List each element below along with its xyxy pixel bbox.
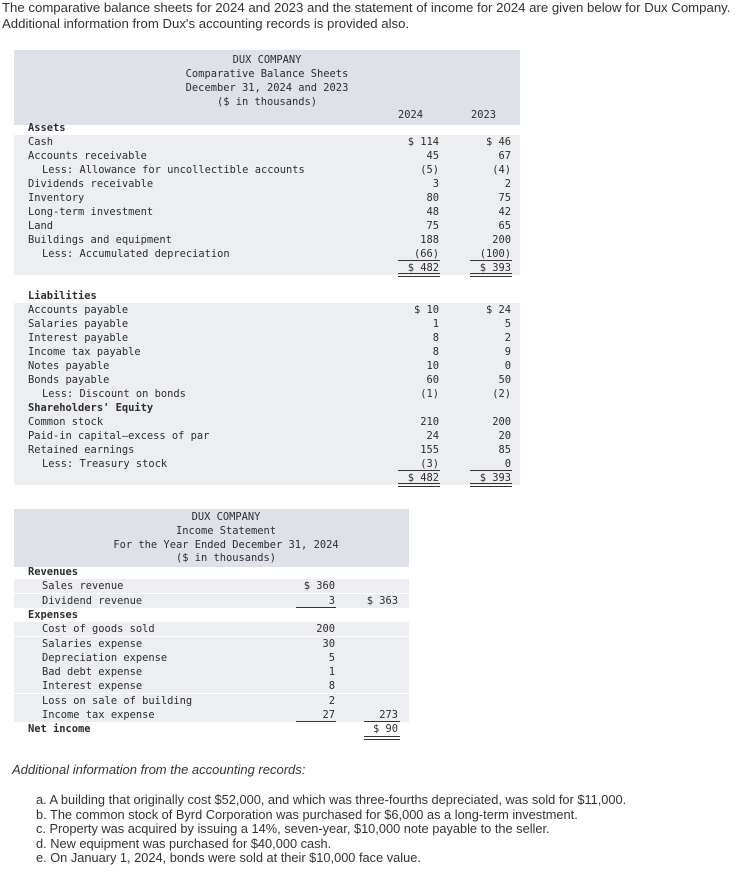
bs-value-2024: 24 — [426, 430, 439, 442]
bs-value-2024: 60 — [426, 374, 439, 386]
bs-row-label: Less: Allowance for uncollectible accounts — [42, 164, 305, 176]
bs-col-2024: 2024 — [398, 109, 424, 121]
is-total-rule — [364, 721, 400, 722]
is-row-label: Sales revenue — [42, 580, 124, 592]
bs-value-2023: (4) — [492, 164, 511, 176]
bs-row — [14, 415, 520, 429]
bs-value-2023: 67 — [498, 150, 511, 162]
bs-row — [14, 359, 520, 373]
is-statement-period: For the Year Ended December 31, 2024 — [113, 539, 339, 551]
is-amount-detail: 3 — [328, 595, 335, 607]
bs-row-label: Interest payable — [28, 332, 129, 344]
bs-value-2023: $ 24 — [485, 304, 511, 316]
is-amount-total: $ 90 — [372, 723, 398, 735]
bs-total-rule-2024 — [398, 483, 440, 487]
bs-row-label: Less: Discount on bonds — [42, 388, 186, 400]
additional-info-item: d. New equipment was purchased for $40,000 cash. — [36, 835, 332, 851]
bs-row — [14, 401, 520, 415]
bs-row — [14, 443, 520, 457]
bs-row-label: Dividends receivable — [28, 178, 154, 190]
bs-row — [14, 149, 520, 163]
bs-value-2023: 2 — [504, 332, 511, 344]
bs-value-2024: (1) — [420, 388, 439, 400]
is-amount-detail: 5 — [328, 652, 335, 664]
bs-value-2024: (3) — [420, 458, 439, 470]
is-row-label: Bad debt expense — [42, 666, 143, 678]
additional-info-item: b. The common stock of Byrd Corporation was purchased for $6,000 as a long-term investment. — [36, 806, 578, 822]
bs-row-label: Salaries payable — [28, 318, 129, 330]
bs-total-rule-2023 — [470, 273, 512, 277]
is-row-label: Net income — [28, 723, 91, 735]
is-row — [14, 579, 409, 593]
bs-row-label: Income tax payable — [28, 346, 141, 358]
is-company-name: DUX COMPANY — [191, 511, 261, 523]
bs-row — [14, 233, 520, 247]
problem-intro: The comparative balance sheets for 2024 and 2023 and the statement of income for 2024 are given below for Dux Company. Additional information from Dux's accounting records is provided also. — [2, 0, 731, 31]
bs-row-label: Retained earnings — [28, 444, 135, 456]
is-row-label: Depreciation expense — [42, 652, 168, 664]
is-row — [14, 679, 409, 693]
bs-row-label: Land — [28, 220, 54, 232]
is-total-rule — [364, 736, 400, 740]
bs-row-label: Assets — [28, 122, 66, 134]
bs-value-2024: 188 — [420, 234, 439, 246]
bs-value-2023: 0 — [504, 458, 511, 470]
bs-row — [14, 177, 520, 191]
bs-total-row — [14, 471, 520, 485]
bs-row — [14, 219, 520, 233]
bs-row — [14, 331, 520, 345]
bs-value-2024: 1 — [432, 318, 439, 330]
bs-value-2024: 48 — [426, 206, 439, 218]
bs-statement-date: December 31, 2024 and 2023 — [185, 82, 349, 94]
is-row-label: Loss on sale of building — [42, 695, 193, 707]
bs-row — [14, 429, 520, 443]
is-row-label: Interest expense — [42, 680, 143, 692]
is-row — [14, 708, 409, 722]
bs-value-2024: 155 — [420, 444, 439, 456]
bs-subtotal-rule-2023 — [470, 470, 512, 471]
bs-row-label: Inventory — [28, 192, 85, 204]
is-detail-rule — [296, 607, 336, 608]
additional-info-item: a. A building that originally cost $52,000, and which was three-fourths depreciated, was sold for $11,000. — [36, 792, 627, 807]
bs-row — [14, 345, 520, 359]
bs-col-2023: 2023 — [471, 109, 497, 121]
bs-value-2024: (66) — [413, 248, 439, 260]
bs-row-label: Shareholders' Equity — [28, 402, 154, 414]
bs-subtotal-rule-2024 — [398, 260, 440, 261]
bs-value-2024: 10 — [426, 360, 439, 372]
bs-subtotal-rule-2023 — [470, 260, 512, 261]
bs-row-label: Common stock — [28, 416, 104, 428]
is-amount-detail: 200 — [316, 623, 335, 635]
bs-value-2024: 210 — [420, 416, 439, 428]
bs-value-2023: 5 — [504, 318, 511, 330]
bs-value-2023: (2) — [492, 388, 511, 400]
bs-units: ($ in thousands) — [216, 96, 318, 108]
bs-value-2024: $ 10 — [413, 304, 439, 316]
additional-info-item: e. On January 1, 2024, bonds were sold at their $10,000 face value. — [36, 850, 421, 866]
bs-value-2024: 8 — [432, 346, 439, 358]
bs-value-2024: 45 — [426, 150, 439, 162]
income-statement-header — [14, 509, 409, 567]
bs-value-2024: $ 114 — [407, 136, 439, 148]
is-amount-total: $ 363 — [366, 595, 398, 607]
is-row — [14, 637, 409, 651]
bs-row — [14, 373, 520, 387]
bs-row-label: Long-term investment — [28, 206, 154, 218]
bs-statement-title: Comparative Balance Sheets — [185, 68, 349, 80]
bs-value-2024: 3 — [432, 178, 439, 190]
bs-company-name: DUX COMPANY — [232, 54, 302, 66]
is-amount-detail: $ 360 — [303, 580, 335, 592]
additional-info-list — [36, 793, 626, 866]
bs-value-2024: (5) — [420, 164, 439, 176]
bs-value-2023: 0 — [504, 360, 511, 372]
bs-value-2023: 200 — [492, 416, 511, 428]
bs-total-row — [14, 275, 520, 289]
bs-value-2023: 75 — [498, 192, 511, 204]
bs-row — [14, 317, 520, 331]
is-detail-rule — [296, 721, 336, 722]
bs-row-label: Accounts receivable — [28, 150, 147, 162]
is-row-label: Revenues — [28, 566, 79, 578]
bs-row — [14, 121, 520, 135]
bs-total-rule-2024 — [398, 273, 440, 277]
bs-row — [14, 457, 520, 471]
bs-row — [14, 247, 520, 261]
bs-value-2023: $ 46 — [485, 136, 511, 148]
is-row — [14, 722, 409, 736]
is-row — [14, 694, 409, 708]
bs-value-2023: (100) — [479, 248, 511, 260]
is-statement-title: Income Statement — [175, 525, 277, 537]
bs-row-label: Bonds payable — [28, 374, 110, 386]
bs-value-2023: 85 — [498, 444, 511, 456]
is-row — [14, 608, 409, 622]
bs-value-2024: 75 — [426, 220, 439, 232]
bs-row-label: Liabilities — [28, 290, 97, 302]
bs-value-2024: $ 482 — [407, 472, 439, 484]
bs-row — [14, 191, 520, 205]
bs-value-2023: 9 — [504, 346, 511, 358]
is-amount-detail: 30 — [322, 638, 335, 650]
is-units: ($ in thousands) — [175, 552, 277, 564]
bs-value-2023: $ 393 — [479, 262, 511, 274]
is-amount-detail: 2 — [328, 695, 335, 707]
bs-value-2023: 20 — [498, 430, 511, 442]
bs-row — [14, 205, 520, 219]
is-row — [14, 651, 409, 665]
balance-sheet-header — [14, 50, 520, 125]
is-row-label: Dividend revenue — [42, 595, 143, 607]
bs-value-2023: 200 — [492, 234, 511, 246]
is-row — [14, 622, 409, 636]
bs-value-2023: 42 — [498, 206, 511, 218]
bs-row-label: Less: Treasury stock — [42, 458, 168, 470]
is-row — [14, 565, 409, 579]
bs-value-2023: 2 — [504, 178, 511, 190]
is-row-label: Income tax expense — [42, 709, 155, 721]
bs-total-rule-2023 — [470, 483, 512, 487]
bs-row — [14, 135, 520, 149]
bs-row-label: Notes payable — [28, 360, 110, 372]
is-row-label: Cost of goods sold — [42, 623, 155, 635]
bs-value-2023: 65 — [498, 220, 511, 232]
bs-row-label: Paid-in capital—excess of par — [28, 430, 210, 442]
bs-value-2024: $ 482 — [407, 262, 439, 274]
is-amount-detail: 27 — [322, 709, 335, 721]
is-amount-total: 273 — [379, 709, 398, 721]
bs-row-label: Cash — [28, 136, 54, 148]
is-amount-detail: 8 — [328, 680, 335, 692]
bs-subtotal-rule-2024 — [398, 470, 440, 471]
bs-row — [14, 387, 520, 401]
additional-info-title: Additional information from the accounting records: — [12, 762, 306, 777]
additional-info-item: c. Property was acquired by issuing a 14%, seven-year, $10,000 note payable to the seller. — [36, 821, 550, 837]
is-row — [14, 665, 409, 679]
bs-value-2023: $ 393 — [479, 472, 511, 484]
bs-row — [14, 303, 520, 317]
is-amount-detail: 1 — [328, 666, 335, 678]
bs-row — [14, 289, 520, 303]
bs-row-label: Accounts payable — [28, 304, 129, 316]
is-row — [14, 594, 409, 608]
bs-row-label: Less: Accumulated depreciation — [42, 248, 230, 260]
is-row-label: Salaries expense — [42, 638, 143, 650]
bs-value-2024: 80 — [426, 192, 439, 204]
bs-value-2024: 8 — [432, 332, 439, 344]
bs-row-label: Buildings and equipment — [28, 234, 172, 246]
bs-row — [14, 163, 520, 177]
bs-total-row — [14, 261, 520, 275]
bs-value-2023: 50 — [498, 374, 511, 386]
is-row-label: Expenses — [28, 609, 79, 621]
